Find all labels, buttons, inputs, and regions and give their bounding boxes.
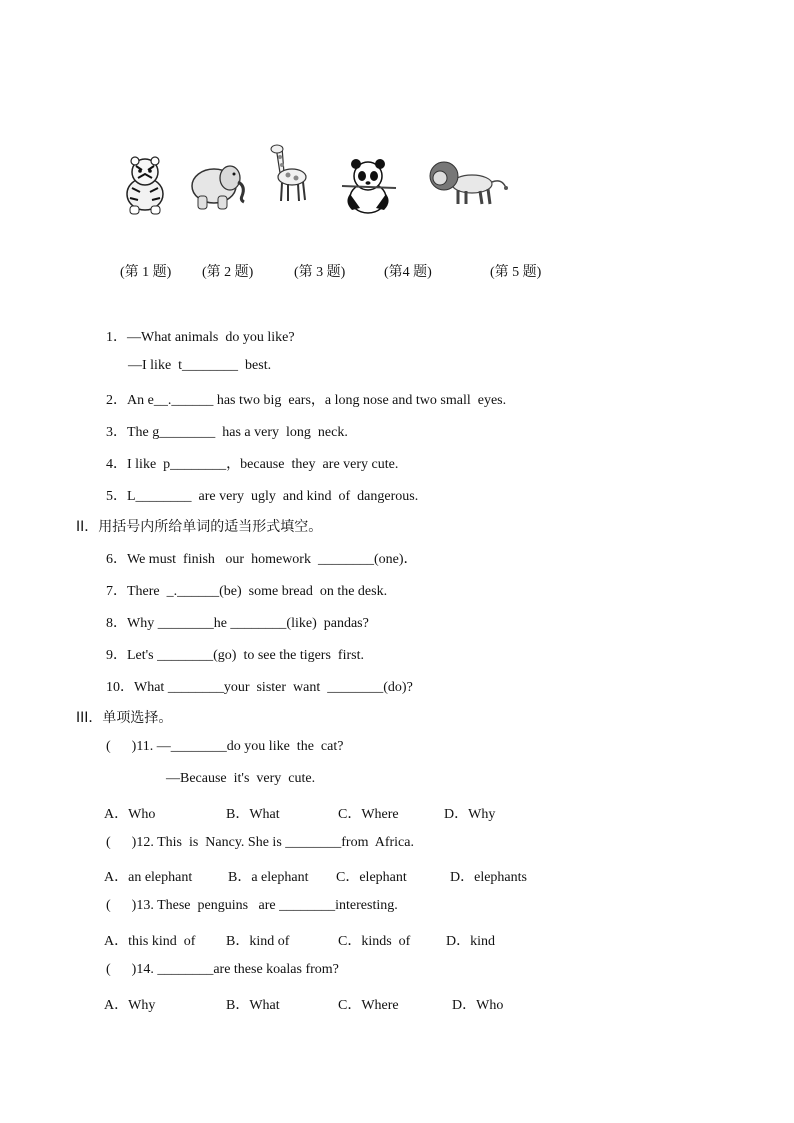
- question-8: 8．Why ________he ________(like) pandas?: [106, 616, 369, 631]
- q13-option-b: B．kind of: [226, 934, 290, 949]
- question-4: 4．I like p________，because they are very cute.: [106, 457, 399, 472]
- question-14: ( )14. ________are these koalas from?: [106, 962, 339, 977]
- lion-icon: [428, 156, 510, 206]
- q12-option-d: D．elephants: [450, 870, 527, 885]
- question-12: ( )12. This is Nancy. She is ________from Africa.: [106, 835, 414, 850]
- q11-option-b: B．What: [226, 807, 280, 822]
- question-1-a: 1．—What animals do you like?: [106, 330, 295, 345]
- q14-option-a: A．Why: [104, 998, 156, 1013]
- section-3-title: III．单项选择。: [76, 710, 173, 726]
- question-1-b: —I like t________ best.: [128, 358, 272, 373]
- section-2-title: II．用括号内所给单词的适当形式填空。: [76, 519, 323, 535]
- tiger-icon: [118, 154, 172, 216]
- question-11-b: —Because it's very cute.: [166, 771, 316, 786]
- q14-option-d: D．Who: [452, 998, 504, 1013]
- q14-option-b: B．What: [226, 998, 280, 1013]
- q11-option-d: D．Why: [444, 807, 496, 822]
- caption-4: (第4 题): [384, 265, 432, 280]
- q11-option-c: C．Where: [338, 807, 399, 822]
- caption-1: (第 1 题): [120, 265, 172, 280]
- question-3: 3．The g________ has a very long neck.: [106, 425, 348, 440]
- caption-2: (第 2 题): [202, 265, 254, 280]
- question-13: ( )13. These penguins are ________interesting.: [106, 898, 398, 913]
- question-7: 7．There _.______(be) some bread on the desk.: [106, 584, 388, 599]
- q12-option-a: A．an elephant: [104, 870, 193, 885]
- question-10: 10．What ________your sister want ________(do)?: [106, 680, 413, 695]
- question-9: 9．Let's ________(go) to see the tigers first.: [106, 648, 364, 663]
- caption-3: (第 3 题): [294, 265, 346, 280]
- caption-5: (第 5 题): [490, 265, 542, 280]
- question-11-a: ( )11. —________do you like the cat?: [106, 739, 344, 754]
- q13-option-d: D．kind: [446, 934, 495, 949]
- giraffe-icon: [266, 143, 310, 203]
- q11-option-a: A．Who: [104, 807, 156, 822]
- q12-option-c: C．elephant: [336, 870, 407, 885]
- question-6: 6．We must finish our homework ________(one)．: [106, 552, 418, 567]
- q13-option-a: A．this kind of: [104, 934, 196, 949]
- elephant-icon: [184, 156, 248, 212]
- question-2: 2．An e__.______ has two big ears，a long nose and two small eyes.: [106, 393, 507, 408]
- q12-option-b: B．a elephant: [228, 870, 309, 885]
- q14-option-c: C．Where: [338, 998, 399, 1013]
- q13-option-c: C．kinds of: [338, 934, 411, 949]
- question-5: 5．L________ are very ugly and kind of dangerous.: [106, 489, 419, 504]
- panda-icon: [338, 156, 398, 216]
